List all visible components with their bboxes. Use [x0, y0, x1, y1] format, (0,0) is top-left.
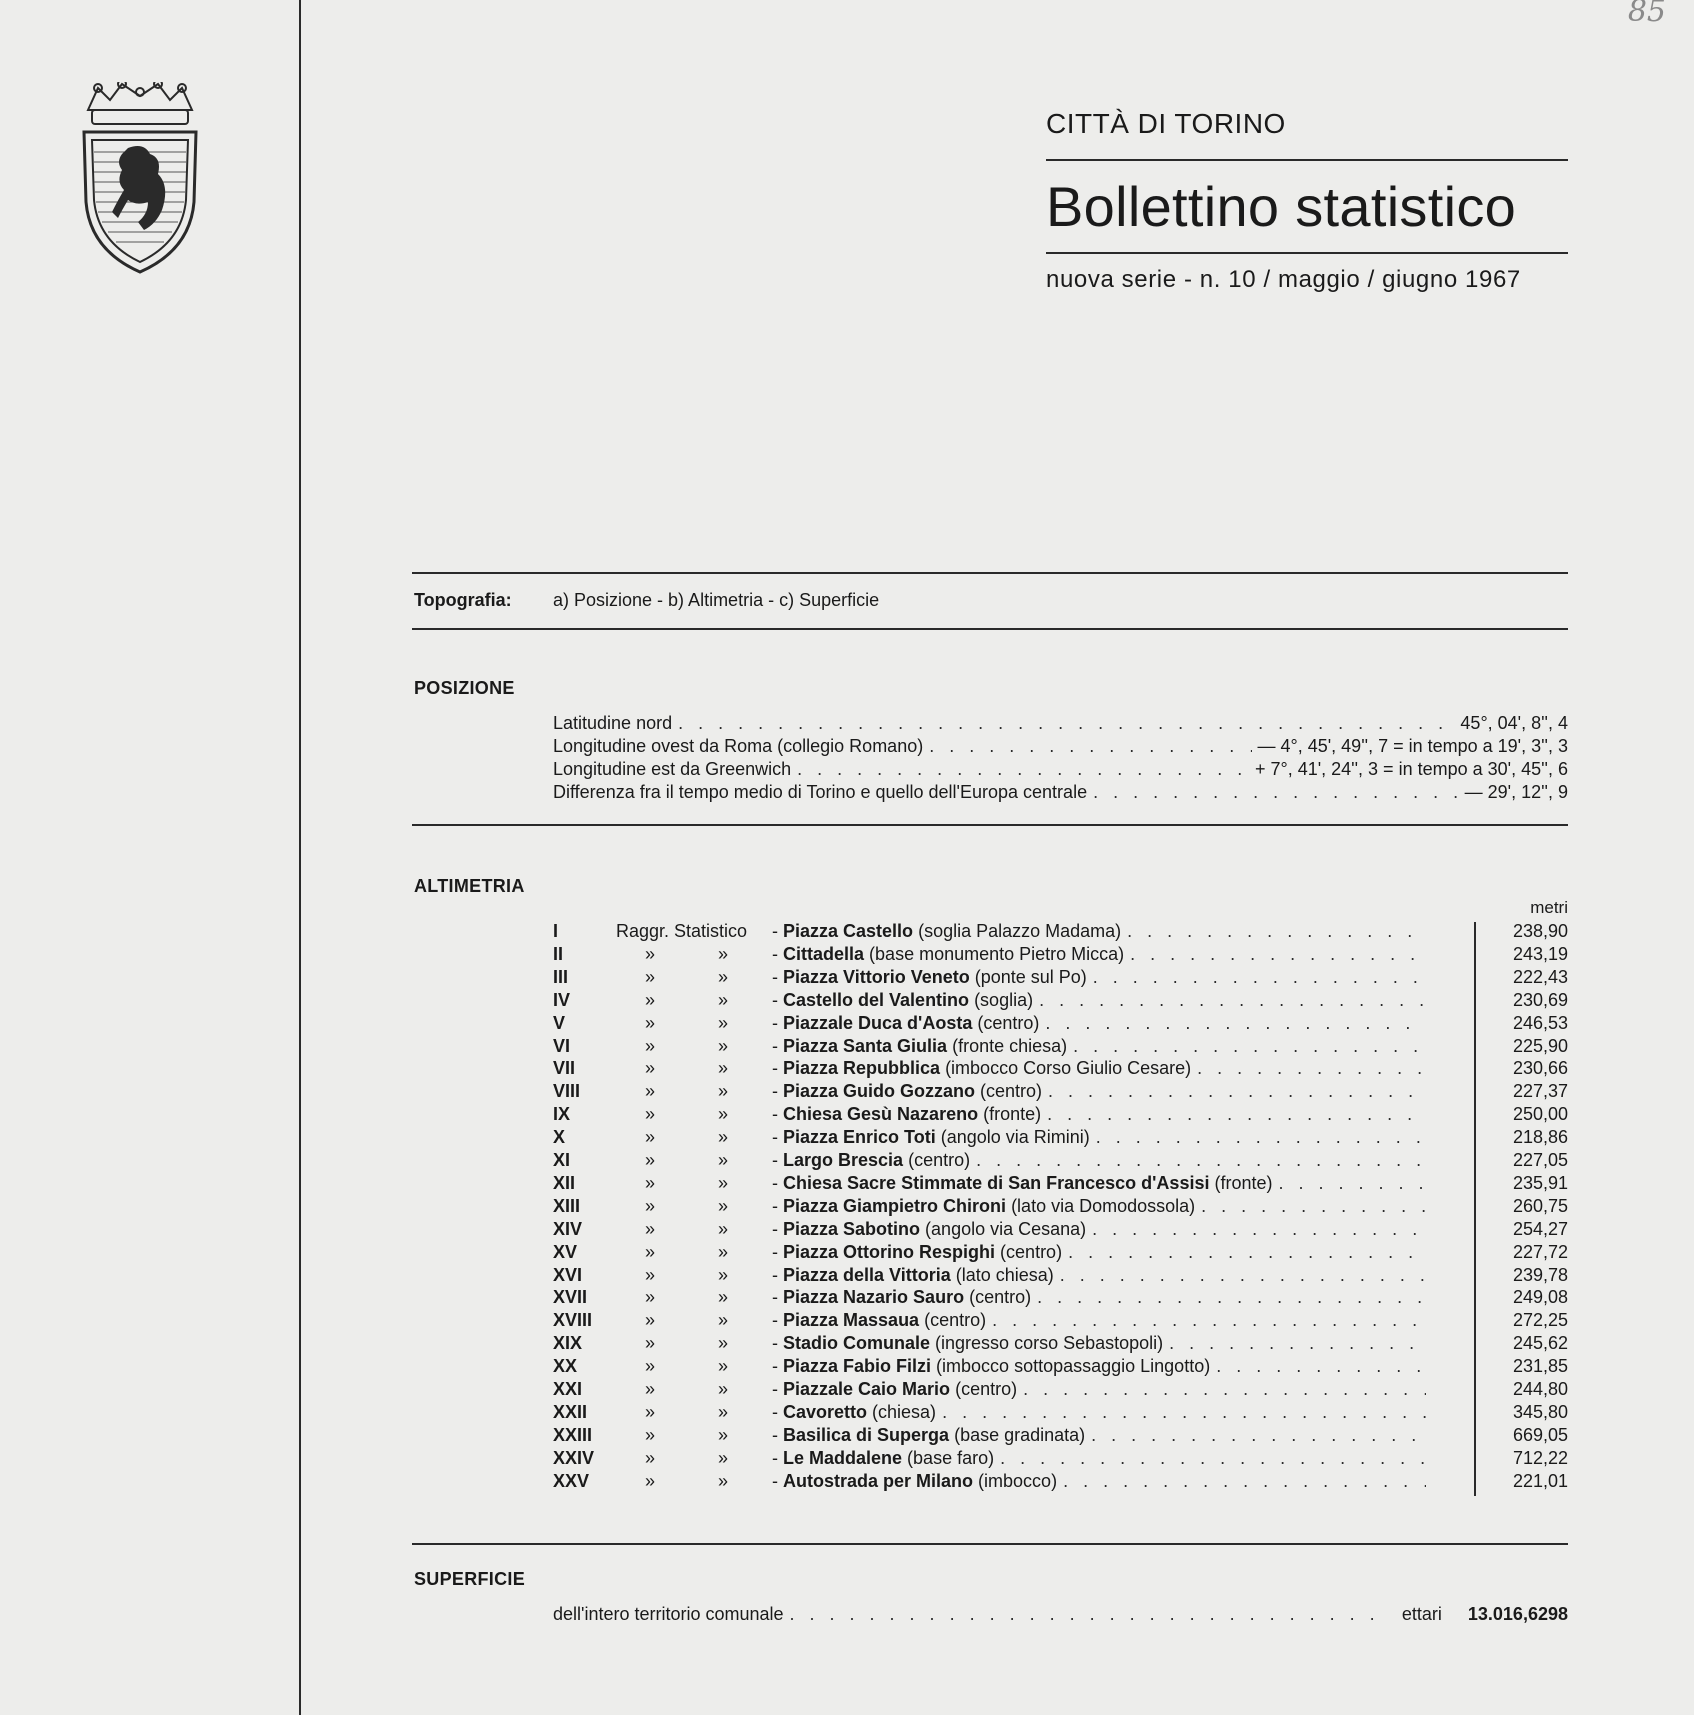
place-name: Stadio Comunale [783, 1333, 931, 1354]
district-number: III [553, 966, 569, 987]
altimetria-row [553, 1173, 1568, 1196]
place-detail: (imbocco sottopassaggio Lingotto) [936, 1356, 1211, 1377]
altitude-value: 345,80 [1512, 1401, 1568, 1422]
place-detail: (centro) [980, 1081, 1043, 1102]
place-name: Cavoretto [783, 1401, 868, 1422]
place-name: Piazza Sabotino [783, 1218, 921, 1239]
ditto-mark: » [717, 1379, 728, 1399]
place-detail: (chiesa) [872, 1401, 937, 1422]
dot-leader [1091, 1425, 1426, 1446]
location-text: - Castello del Valentino (soglia) [772, 989, 1034, 1010]
dot-leader [1279, 1173, 1426, 1194]
location-text: - Stadio Comunale (ingresso corso Sebastopoli) [772, 1333, 1164, 1354]
altimetria-row [553, 1471, 1568, 1494]
dot-leader [1037, 1287, 1426, 1308]
location-cell [772, 1104, 1432, 1125]
location-text: - Chiesa Sacre Stimmate di San Francesco d'Assisi (fronte) [772, 1172, 1273, 1193]
ditto-mark: » [644, 1310, 655, 1331]
posizione-value: + 7°, 41', 24'', 3 = in tempo a 30', 45'', 6 [1254, 759, 1568, 779]
altitude-value: 243,19 [1512, 943, 1568, 964]
dot-leader [678, 713, 1454, 734]
location-text: - Cavoretto (chiesa) [772, 1401, 937, 1422]
district-number: XXIII [553, 1424, 593, 1445]
ditto-mark: » [717, 1172, 728, 1193]
dot-leader [1063, 1471, 1426, 1492]
ditto-mark: » [644, 1401, 655, 1422]
ditto-mark: » [644, 1333, 655, 1354]
altitude-value: 669,05 [1512, 1424, 1568, 1445]
location-cell [772, 1402, 1432, 1423]
place-name: Castello del Valentino [783, 989, 970, 1010]
place-detail: (lato via Domodossola) [1011, 1195, 1196, 1216]
place-name: Piazzale Duca d'Aosta [783, 1012, 973, 1033]
location-cell [772, 1081, 1432, 1102]
location-cell [772, 1287, 1432, 1308]
location-text: - Autostrada per Milano (imbocco) [772, 1470, 1058, 1491]
margin-vertical-rule [299, 0, 301, 1715]
location-text: - Piazza Vittorio Veneto (ponte sul Po) [772, 966, 1087, 987]
altitude-value: 225,90 [1512, 1035, 1568, 1056]
district-number: VI [553, 1035, 571, 1056]
superficie-value: 13.016,6298 [1467, 1604, 1568, 1624]
dot-leader [992, 1310, 1426, 1331]
location-text: - Largo Brescia (centro) [772, 1150, 971, 1170]
place-detail: (centro) [969, 1287, 1032, 1308]
ditto-mark: » [717, 1401, 728, 1422]
dot-leader [1060, 1265, 1426, 1286]
altimetria-row [553, 1150, 1568, 1173]
place-name: Piazza Fabio Filzi [783, 1356, 932, 1377]
district-number: VIII [553, 1081, 581, 1102]
location-cell [772, 1036, 1432, 1057]
altimetria-row [553, 1448, 1568, 1471]
superficie-unit: ettari [1401, 1604, 1442, 1624]
altitude-value: 230,66 [1512, 1058, 1568, 1079]
superficie-label: dell'intero territorio comunale [553, 1604, 784, 1624]
ditto-mark: » [717, 1081, 728, 1102]
ditto-mark: » [717, 1127, 728, 1148]
ditto-mark: » [644, 1035, 655, 1056]
place-name: Basilica di Superga [783, 1424, 950, 1445]
section-rule [412, 572, 1568, 574]
place-name: Piazza Enrico Toti [783, 1127, 936, 1148]
location-cell [772, 1150, 1432, 1171]
dot-leader [797, 759, 1249, 780]
place-detail: (imbocco) [978, 1470, 1058, 1491]
place-detail: (centro) [908, 1150, 971, 1170]
posizione-heading: POSIZIONE [414, 678, 515, 698]
district-number: II [553, 943, 564, 964]
ditto-mark: » [644, 1356, 655, 1377]
district-number: VII [553, 1058, 576, 1079]
altitude-value: 272,25 [1512, 1310, 1568, 1331]
place-detail: (angolo via Cesana) [925, 1218, 1087, 1239]
place-name: Largo Brescia [783, 1150, 904, 1170]
dot-leader [1169, 1333, 1426, 1354]
altimetria-row [553, 1242, 1568, 1265]
district-number: XVII [553, 1287, 588, 1308]
posizione-row [553, 759, 1568, 782]
dot-leader [1130, 944, 1426, 965]
page-title: Bollettino statistico [1046, 175, 1517, 238]
header-rule-bottom [1046, 252, 1568, 254]
ditto-mark: » [717, 1310, 728, 1331]
altimetria-row [553, 1425, 1568, 1448]
location-text: - Piazza Santa Giulia (fronte chiesa) [772, 1035, 1068, 1056]
dot-leader [790, 1604, 1388, 1625]
place-name: Piazza Massaua [783, 1310, 920, 1331]
altimetria-row [553, 1219, 1568, 1242]
dot-leader [1093, 782, 1459, 803]
location-cell [772, 1058, 1432, 1079]
place-name: Piazza della Vittoria [783, 1264, 951, 1285]
place-name: Piazza Repubblica [783, 1058, 941, 1079]
ditto-mark: » [644, 989, 655, 1010]
dot-leader [1201, 1196, 1426, 1217]
place-name: Piazza Castello [783, 921, 914, 941]
ditto-mark: » [644, 1287, 655, 1308]
altimetria-row [553, 1104, 1568, 1127]
location-cell [772, 1013, 1432, 1034]
altitude-value: 249,08 [1512, 1287, 1568, 1308]
place-detail: (imbocco Corso Giulio Cesare) [945, 1058, 1192, 1079]
location-text: - Piazza Ottorino Respighi (centro) [772, 1241, 1063, 1262]
location-text: - Piazza Guido Gozzano (centro) [772, 1081, 1043, 1102]
location-text: - Piazza Castello (soglia Palazzo Madama) [772, 921, 1122, 941]
altitude-value: 227,37 [1512, 1081, 1568, 1102]
location-text: - Cittadella (base monumento Pietro Micca) [772, 943, 1125, 964]
altimetria-row [553, 1265, 1568, 1288]
ditto-mark: » [717, 1012, 728, 1033]
altitude-value: 245,62 [1512, 1333, 1568, 1354]
posizione-label: Latitudine nord [553, 713, 673, 733]
dot-leader [1023, 1379, 1426, 1400]
district-number: I [553, 921, 559, 941]
location-cell [772, 990, 1432, 1011]
place-detail: (lato chiesa) [955, 1264, 1054, 1285]
district-number: XVI [553, 1264, 583, 1285]
altitude-value: 239,78 [1512, 1264, 1568, 1285]
altimetria-row [553, 1127, 1568, 1150]
location-text: - Piazzale Duca d'Aosta (centro) [772, 1012, 1040, 1033]
dot-leader [1093, 967, 1426, 988]
ditto-mark: » [644, 1195, 655, 1216]
place-detail: (centro) [977, 1012, 1040, 1033]
location-text: - Piazza Fabio Filzi (imbocco sottopassaggio Lingotto) [772, 1356, 1211, 1377]
place-name: Le Maddalene [783, 1447, 903, 1468]
place-name: Piazza Giampietro Chironi [783, 1195, 1007, 1216]
ditto-mark: » [644, 1379, 655, 1399]
ditto-mark: » [644, 943, 655, 964]
dot-leader [1092, 1219, 1426, 1240]
dot-leader [1073, 1036, 1426, 1057]
altitude-value: 254,27 [1512, 1218, 1568, 1239]
district-number: XV [553, 1241, 578, 1262]
altimetria-unit: metri [1530, 898, 1568, 917]
place-detail: (ingresso corso Sebastopoli) [935, 1333, 1164, 1354]
district-number: XX [553, 1356, 578, 1377]
altimetria-row [553, 1036, 1568, 1059]
altitude-value: 231,85 [1512, 1356, 1568, 1377]
ditto-mark: » [644, 966, 655, 987]
place-detail: (base monumento Pietro Micca) [869, 943, 1125, 964]
dot-leader [1197, 1058, 1426, 1079]
location-text: - Le Maddalene (base faro) [772, 1447, 995, 1468]
dot-leader [1068, 1242, 1426, 1263]
ditto-mark: » [644, 1470, 655, 1491]
place-detail: (angolo via Rimini) [940, 1127, 1090, 1148]
location-cell [772, 1127, 1432, 1148]
superficie-heading: SUPERFICIE [414, 1569, 526, 1589]
district-number: X [553, 1127, 566, 1148]
place-name: Piazzale Caio Mario [783, 1379, 951, 1399]
place-name: Piazza Nazario Sauro [783, 1287, 965, 1308]
ditto-mark: » [644, 1218, 655, 1239]
district-number: XI [553, 1150, 571, 1170]
altitude-value: 235,91 [1512, 1172, 1568, 1193]
location-cell [772, 944, 1432, 965]
section-rule [412, 628, 1568, 630]
ditto-mark: » [717, 1104, 728, 1125]
ditto-mark: » [717, 966, 728, 987]
place-detail: (soglia Palazzo Madama) [918, 921, 1122, 941]
place-name: Cittadella [783, 943, 865, 964]
superficie-row [553, 1604, 1568, 1625]
place-detail: (fronte chiesa) [952, 1035, 1068, 1056]
ditto-mark: » [717, 1150, 728, 1170]
place-name: Piazza Guido Gozzano [783, 1081, 976, 1102]
ditto-mark: » [717, 1058, 728, 1079]
district-number: XXII [553, 1401, 588, 1422]
district-number: V [553, 1012, 566, 1033]
location-cell [772, 1448, 1432, 1469]
location-text: - Basilica di Superga (base gradinata) [772, 1424, 1086, 1445]
location-text: - Piazza della Vittoria (lato chiesa) [772, 1264, 1054, 1285]
location-text: - Piazza Sabotino (angolo via Cesana) [772, 1218, 1087, 1239]
ditto-mark: » [717, 1470, 728, 1491]
topografia-label: Topografia: [414, 590, 512, 610]
dot-leader [1096, 1127, 1426, 1148]
district-number: XXI [553, 1379, 583, 1399]
altimetria-row [553, 1013, 1568, 1036]
ditto-mark: » [717, 1356, 728, 1377]
altitude-value: 218,86 [1512, 1127, 1568, 1148]
place-detail: (fronte) [1214, 1172, 1273, 1193]
place-name: Chiesa Sacre Stimmate di San Francesco d'Assisi [783, 1172, 1210, 1193]
place-detail: (base gradinata) [954, 1424, 1086, 1445]
location-cell [772, 1265, 1432, 1286]
altimetria-row [553, 1058, 1568, 1081]
dot-leader [1039, 990, 1426, 1011]
ditto-mark: » [717, 1447, 728, 1468]
altitude-value: 222,43 [1512, 966, 1568, 987]
altimetria-row [553, 990, 1568, 1013]
topografia-text: a) Posizione - b) Altimetria - c) Superficie [553, 590, 880, 610]
district-number: XIX [553, 1333, 583, 1354]
altitude-value: 246,53 [1512, 1012, 1568, 1033]
location-text: - Chiesa Gesù Nazareno (fronte) [772, 1104, 1042, 1125]
place-name: Chiesa Gesù Nazareno [783, 1104, 979, 1125]
altimetria-row [553, 944, 1568, 967]
issue-subtitle: nuova serie - n. 10 / maggio / giugno 1967 [1046, 266, 1521, 293]
dot-leader [1000, 1448, 1426, 1469]
location-text: - Piazza Enrico Toti (angolo via Rimini) [772, 1127, 1090, 1148]
ditto-mark: » [644, 1012, 655, 1033]
dot-leader [976, 1150, 1426, 1171]
altitude-value: 230,69 [1512, 989, 1568, 1010]
place-name: Piazza Santa Giulia [783, 1035, 948, 1056]
location-cell [772, 1173, 1432, 1194]
location-cell [772, 1379, 1432, 1400]
altitude-value: 238,90 [1512, 921, 1568, 941]
location-text: - Piazza Giampietro Chironi (lato via Domodossola) [772, 1195, 1196, 1216]
district-number: XII [553, 1172, 576, 1193]
ditto-mark: » [644, 1264, 655, 1285]
location-text: - Piazza Repubblica (imbocco Corso Giulio Cesare) [772, 1058, 1192, 1079]
altimetria-row [553, 921, 1568, 944]
page-number-handwritten: 85 [1627, 0, 1666, 29]
altitude-value: 227,05 [1512, 1150, 1568, 1170]
ditto-mark: » [717, 1218, 728, 1239]
altimetria-row [553, 1333, 1568, 1356]
location-text: - Piazza Nazario Sauro (centro) [772, 1287, 1032, 1308]
place-name: Piazza Ottorino Respighi [783, 1241, 996, 1262]
dot-leader [1045, 1013, 1426, 1034]
district-number: IX [553, 1104, 571, 1125]
ditto-mark: » [644, 1104, 655, 1125]
altitude-value: 260,75 [1512, 1195, 1568, 1216]
header-rule-top [1046, 159, 1568, 161]
district-number: XXIV [553, 1447, 595, 1468]
posizione-value: — 29', 12'', 9 [1464, 782, 1568, 802]
location-cell [772, 1356, 1432, 1377]
dot-leader [1127, 921, 1426, 942]
posizione-label: Longitudine est da Greenwich [553, 759, 792, 779]
altitude-value: 244,80 [1512, 1379, 1568, 1399]
turin-coat-of-arms-icon [78, 82, 202, 278]
posizione-value: 45°, 04', 8'', 4 [1460, 713, 1568, 733]
location-cell [772, 921, 1432, 942]
location-text: - Piazza Massaua (centro) [772, 1310, 987, 1331]
location-text: - Piazzale Caio Mario (centro) [772, 1379, 1018, 1399]
ditto-mark: » [644, 1150, 655, 1170]
ditto-mark: » [644, 1058, 655, 1079]
location-cell [772, 1471, 1432, 1492]
altimetria-row [553, 1287, 1568, 1310]
posizione-row [553, 713, 1568, 736]
ditto-mark: » [717, 943, 728, 964]
ditto-mark: » [644, 1172, 655, 1193]
dot-leader [1048, 1081, 1426, 1102]
posizione-label: Longitudine ovest da Roma (collegio Romano) [553, 736, 924, 756]
section-rule [412, 1543, 1568, 1545]
place-detail: (base faro) [907, 1447, 995, 1468]
location-cell [772, 1196, 1432, 1217]
ditto-mark: » [717, 1241, 728, 1262]
altimetria-row [553, 1081, 1568, 1104]
altitude-value: 221,01 [1512, 1470, 1568, 1491]
location-cell [772, 1425, 1432, 1446]
district-number: XIV [553, 1218, 583, 1239]
dot-leader [1047, 1104, 1426, 1125]
location-cell [772, 1242, 1432, 1263]
altimetria-row [553, 1356, 1568, 1379]
posizione-label: Differenza fra il tempo medio di Torino e quello dell'Europa centrale [553, 782, 1088, 802]
place-name: Piazza Vittorio Veneto [783, 966, 970, 987]
altimetria-heading: ALTIMETRIA [414, 876, 525, 896]
ditto-mark: » [717, 1264, 728, 1285]
location-cell [772, 1219, 1432, 1240]
district-number: XXV [553, 1470, 590, 1491]
place-detail: (fronte) [983, 1104, 1042, 1125]
posizione-row [553, 736, 1568, 759]
dot-leader [929, 736, 1251, 757]
ditto-mark: » [644, 1127, 655, 1148]
district-number: XIII [553, 1195, 581, 1216]
altitude-value: 250,00 [1512, 1104, 1568, 1125]
place-detail: (soglia) [974, 989, 1034, 1010]
place-detail: (centro) [924, 1310, 987, 1331]
city-name: CITTÀ DI TORINO [1046, 108, 1286, 139]
district-number: IV [553, 989, 571, 1010]
posizione-value: — 4°, 45', 49'', 7 = in tempo a 19', 3'', 3 [1257, 736, 1568, 756]
altimetria-row [553, 967, 1568, 990]
altimetria-row [553, 1379, 1568, 1402]
altimetria-row [553, 1196, 1568, 1219]
altitude-value: 712,22 [1512, 1447, 1568, 1468]
ditto-mark: » [717, 1195, 728, 1216]
group-label: Raggr. Statistico [616, 921, 748, 941]
ditto-mark: » [717, 1424, 728, 1445]
posizione-row [553, 782, 1568, 805]
ditto-mark: » [717, 1287, 728, 1308]
dot-leader [942, 1402, 1426, 1423]
location-cell [772, 1333, 1432, 1354]
ditto-mark: » [644, 1424, 655, 1445]
ditto-mark: » [717, 1035, 728, 1056]
place-detail: (ponte sul Po) [974, 966, 1087, 987]
ditto-mark: » [644, 1241, 655, 1262]
altimetria-row [553, 1402, 1568, 1425]
altimetria-row [553, 1310, 1568, 1333]
section-rule [412, 824, 1568, 826]
location-cell [772, 1310, 1432, 1331]
dot-leader [1216, 1356, 1426, 1377]
location-cell [772, 967, 1432, 988]
place-name: Autostrada per Milano [783, 1470, 974, 1491]
ditto-mark: » [717, 1333, 728, 1354]
ditto-mark: » [644, 1447, 655, 1468]
ditto-mark: » [644, 1081, 655, 1102]
ditto-mark: » [717, 989, 728, 1010]
district-number: XVIII [553, 1310, 593, 1331]
altitude-value: 227,72 [1512, 1241, 1568, 1262]
place-detail: (centro) [955, 1379, 1018, 1399]
place-detail: (centro) [1000, 1241, 1063, 1262]
